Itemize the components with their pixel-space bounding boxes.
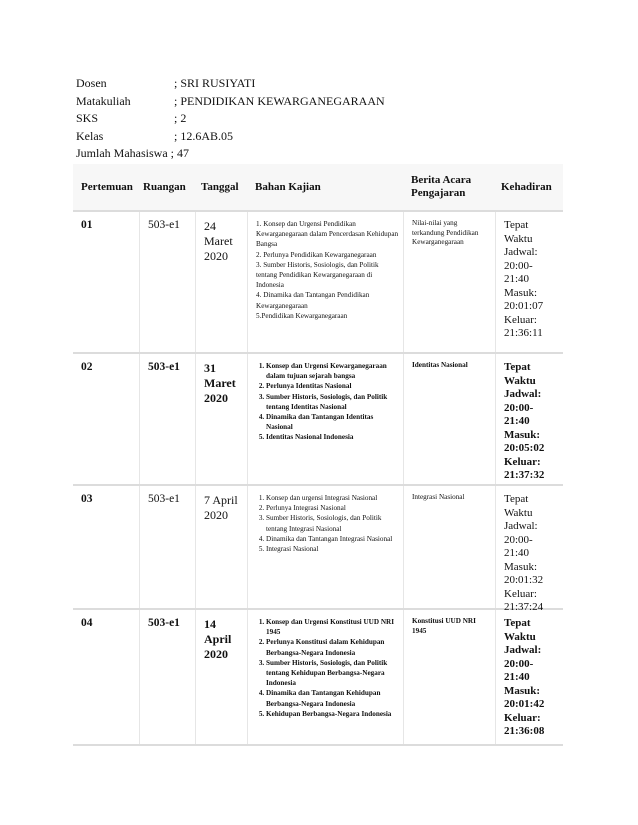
att-line: 20:00- — [504, 533, 533, 546]
meeting-number: 01 — [81, 219, 93, 231]
attendance — [495, 212, 563, 352]
dosen-row — [76, 75, 385, 93]
topic-item: 4. Dinamika dan Tantangan Kehidupan Berbangsa-Negara Indonesia — [266, 688, 399, 708]
dosen-label: Dosen — [76, 76, 107, 90]
sks-row — [76, 110, 385, 128]
berita-acara: Konstitusi UUD NRI 1945 — [403, 610, 495, 744]
att-line: Jadwal: — [504, 246, 538, 258]
att-line: 20:00- — [504, 259, 533, 272]
att-line: 20:01:42 — [504, 698, 545, 710]
topics — [247, 486, 403, 608]
att-line: 21:40 — [504, 273, 530, 285]
kelas-value: ; 12.6AB.05 — [174, 128, 234, 143]
att-line: 20:01:32 — [504, 574, 544, 586]
att-line: Tepat — [504, 219, 529, 231]
att-line: 20:00- — [504, 401, 534, 414]
topics — [247, 212, 403, 352]
topic-item: 3. Sumber Historis, Sosiologis, dan Politik tentang Identitas Nasional — [266, 392, 399, 412]
col-kehadiran: Kehadiran — [501, 180, 552, 193]
topic-item: 4. Dinamika dan Tantangan Identitas Nasional — [266, 412, 399, 432]
att-line: Jadwal: — [504, 644, 542, 656]
matakuliah-row — [76, 93, 385, 111]
att-line: Waktu — [504, 630, 536, 643]
col-ruangan: Ruangan — [143, 180, 186, 193]
att-line: Waktu — [504, 374, 536, 387]
att-line: 20:01:07 — [504, 300, 544, 312]
topic-item: 5. Integrasi Nasional — [266, 544, 399, 554]
date: 14 April 2020 — [195, 610, 247, 744]
topic-item: 4. Dinamika dan Tantangan Pendidikan Kewarganegaraan — [256, 291, 370, 310]
att-line: Tepat — [504, 617, 531, 629]
topics — [247, 610, 403, 744]
topic-item: 5. Kehidupan Berbangsa-Negara Indonesia — [266, 709, 399, 719]
meeting-number: 03 — [81, 493, 93, 505]
kelas-row — [76, 128, 385, 146]
table-row — [73, 354, 563, 486]
col-pertemuan: Pertemuan — [81, 180, 133, 193]
att-line: Jadwal: — [504, 520, 538, 532]
att-line: 21:36:11 — [504, 327, 543, 339]
topic-item: 5. Identitas Nasional Indonesia — [266, 432, 399, 442]
topic-item: 1. Konsep dan Urgensi Konstitusi UUD NRI 1945 — [266, 617, 399, 637]
att-line: Keluar: — [504, 455, 541, 468]
att-line: 20:05:02 — [504, 442, 545, 454]
att-line: Waktu — [504, 506, 533, 519]
attendance — [495, 610, 563, 744]
jumlah-label: Jumlah Mahasiswa — [76, 146, 168, 160]
table-header — [73, 164, 563, 212]
room: 503-e1 — [139, 610, 195, 744]
att-line: 21:37:24 — [504, 601, 544, 613]
attendance — [495, 354, 563, 484]
dosen-value: ; SRI RUSIYATI — [174, 76, 256, 90]
att-line: Keluar: — [504, 587, 537, 600]
topics — [247, 354, 403, 484]
sks-value: ; 2 — [174, 111, 187, 125]
table-row — [73, 610, 563, 746]
date: 31 Maret 2020 — [195, 354, 247, 484]
kelas-label: Kelas — [76, 128, 104, 143]
attendance — [495, 486, 563, 613]
att-line: Masuk: — [504, 684, 541, 697]
room: 503-e1 — [139, 354, 195, 484]
att-line: 21:40 — [504, 415, 530, 427]
att-line: Masuk: — [504, 428, 541, 441]
topic-item: 1. Konsep dan urgensi Integrasi Nasional — [266, 493, 399, 503]
course-info — [76, 75, 385, 163]
topic-item: 3. Sumber Historis, Sosiologis, dan Politik tentang Kehidupan Berbangsa-Negara Indonesia — [266, 658, 399, 689]
att-line: Jadwal: — [504, 388, 542, 400]
matakuliah-label: Matakuliah — [76, 93, 131, 108]
topic-item: 2. Perlunya Konstitusi dalam Kehidupan Berbangsa-Negara Indonesia — [266, 637, 399, 657]
att-line: Tepat — [504, 361, 531, 373]
topic-item: 3. Sumber Historis, Sosiologis, dan Politik tentang Integrasi Nasional — [266, 513, 399, 533]
room: 503-e1 — [139, 212, 195, 352]
att-line: Masuk: — [504, 286, 537, 299]
att-line: Keluar: — [504, 313, 537, 326]
topic-item: 5.Pendidikan Kewarganegaraan — [256, 311, 348, 320]
att-line: 21:40 — [504, 671, 530, 683]
sks-label: SKS — [76, 111, 99, 125]
col-tanggal: Tanggal — [201, 180, 239, 193]
col-berita-acara: Berita Acara Pengajaran — [411, 174, 472, 199]
att-line: 20:00- — [504, 657, 534, 670]
topic-item: 4. Dinamika dan Tantangan Integrasi Nasional — [266, 534, 399, 544]
berita-acara: Nilai-nilai yang terkandung Pendidikan Kewarganegaraan — [403, 212, 495, 352]
room: 503-e1 — [139, 486, 195, 608]
att-line: 21:36:08 — [504, 725, 545, 737]
topic-item: 2. Perlunya Pendidikan Kewarganegaraan — [256, 250, 377, 259]
meeting-number: 02 — [81, 361, 93, 373]
jumlah-row — [76, 145, 385, 163]
topic-item: 1. Konsep dan Urgensi Pendidikan Kewarganegaraan dalam Pencerdasan Kehidupan Bangsa — [256, 220, 399, 249]
att-line: 21:37:32 — [504, 469, 545, 481]
jumlah-value: ; 47 — [170, 146, 189, 160]
matakuliah-value: ; PENDIDIKAN KEWARGANEGARAAN — [174, 93, 385, 108]
table-row — [73, 212, 563, 354]
att-line: 21:40 — [504, 547, 530, 559]
topic-item: 2. Perlunya Identitas Nasional — [266, 381, 399, 391]
att-line: Masuk: — [504, 560, 537, 573]
topic-item: 1. Konsep dan Urgensi Kewarganegaraan dalam tujuan sejarah bangsa — [266, 361, 399, 381]
att-line: Waktu — [504, 232, 533, 245]
date: 7 April 2020 — [195, 486, 247, 608]
att-line: Keluar: — [504, 711, 541, 724]
topic-item: 2. Perlunya Integrasi Nasional — [266, 503, 399, 513]
attendance-table — [73, 164, 563, 746]
topic-item: 3. Sumber Historis, Sosiologis, dan Politik tentang Pendidikan Kewarganegaraan di Indonesia — [256, 260, 379, 290]
att-line: Tepat — [504, 493, 529, 505]
table-row — [73, 486, 563, 613]
col-bahan-kajian: Bahan Kajian — [255, 180, 321, 193]
berita-acara: Identitas Nasional — [403, 354, 495, 484]
date: 24 Maret 2020 — [195, 212, 247, 352]
meeting-number: 04 — [81, 617, 93, 629]
berita-acara: Integrasi Nasional — [403, 486, 495, 608]
